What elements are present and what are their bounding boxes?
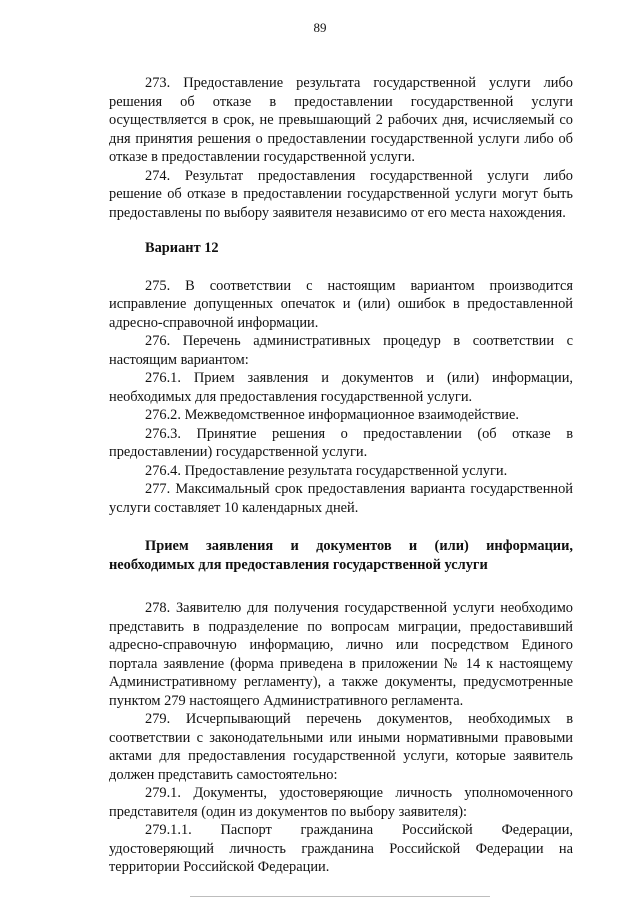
paragraph-276-4: 276.4. Предоставление результата государственной услуги. [145, 462, 508, 479]
document-body [109, 74, 573, 877]
paragraph-273: 273. Предоставление результата государственной услуги либо решения об отказе в предоставлении государственной услуги осуществляется в срок, не превышающий 2 рабочих дня, исчисляемый со дня принятия решения о предоставлении государственной услуги либо об отказе в предоставлении государственной услуги. [109, 75, 573, 165]
paragraph-276-2: 276.2. Межведомственное информационное взаимодействие. [145, 407, 519, 423]
paragraph-276: 276. Перечень административных процедур в соответствии с настоящим вариантом: [109, 333, 573, 368]
paragraph-275: 275. В соответствии с настоящим вариантом производится исправление допущенных опечаток и (или) ошибок в предоставленной адресно-справочной информации. [109, 277, 573, 331]
page-number: 89 [313, 20, 327, 35]
paragraph-278: 278. Заявителю для получения государственной услуги необходимо представить в подразделение по вопросам миграции, предоставивший адресно-справочную информацию, лично или посредством Единого портала заявление (форма приведена в приложении № 14 к настоящему Административному регламенту), а также документы, предусмотренные пунктом 279 настоящего Административного регламента. [109, 600, 573, 709]
page-bottom-divider [190, 896, 490, 897]
paragraph-279-1-1: 279.1.1. Паспорт гражданина Российской Федерации, удостоверяющий личность гражданина Российской Федерации на территории Российской Федерации. [109, 822, 573, 875]
paragraph-279-1: 279.1. Документы, удостоверяющие личность уполномоченного представителя (один из документов по выбору заявителя): [109, 785, 573, 820]
paragraph-279: 279. Исчерпывающий перечень документов, необходимых в соответствии с законодательными или иными нормативными правовыми актами для предоставления государственной услуги, которые заявитель должен представить самостоятельно: [109, 711, 573, 783]
variant-heading: Вариант 12 [145, 240, 219, 256]
paragraph-276-3: 276.3. Принятие решения о предоставлении (об отказе в предоставлении) государственной услуги. [109, 425, 573, 460]
paragraph-276-1: 276.1. Прием заявления и документов и (или) информации, необходимых для предоставления государственной услуги. [109, 370, 573, 405]
section-heading: Прием заявления и документов и (или) информации, необходимых для предоставления государственной услуги [109, 538, 573, 573]
paragraph-277: 277. Максимальный срок предоставления варианта государственной услуги составляет 10 календарных дней. [109, 481, 573, 516]
paragraph-274: 274. Результат предоставления государственной услуги либо решение об отказе в предоставлении государственной услуги могут быть предоставлены по выбору заявителя независимо от его места нахождения. [109, 167, 573, 221]
